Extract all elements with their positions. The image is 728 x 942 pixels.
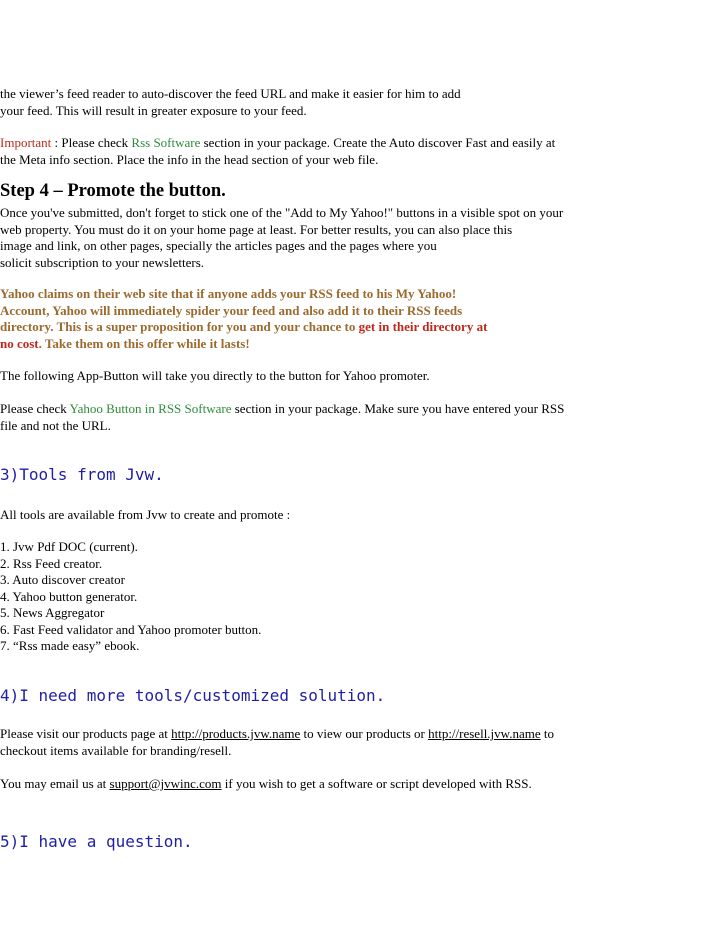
yahoo-claim-paragraph — [0, 286, 722, 352]
step4-line: Once you've submitted, don't forget to stick one of the "Add to My Yahoo!" buttons in a visible spot on your — [0, 205, 564, 220]
step4-line: image and link, on other pages, specially the articles pages and the pages where you — [0, 238, 437, 253]
claim-highlight: no cost — [0, 335, 39, 351]
yahoo-button-highlight: Yahoo Button in RSS Software — [69, 401, 232, 416]
step4-heading: Step 4 – Promote the button. — [0, 181, 226, 201]
visit-line: checkout items available for branding/resell. — [0, 742, 232, 758]
resell-link[interactable]: http://resell.jvw.name — [428, 726, 541, 741]
rss-software-highlight: Rss Software — [131, 135, 201, 150]
claim-line: Yahoo claims on their web site that if anyone adds your RSS feed to his My Yahoo! — [0, 286, 457, 301]
section4-heading: 4)I need more tools/customized solution. — [0, 686, 386, 705]
app-button-paragraph: The following App-Button will take you directly to the button for Yahoo promoter. — [0, 368, 430, 383]
yahoo-button-paragraph — [0, 401, 722, 434]
yahoo-button-line: Please check Yahoo Button in RSS Software section in your package. Make sure you have entered your RSS — [0, 401, 565, 416]
step4-line: web property. You must do it on your home page at least. For better results, you can also place this — [0, 221, 513, 237]
section3-intro: All tools are available from Jvw to create and promote : — [0, 507, 291, 522]
section3-heading: 3)Tools from Jvw. — [0, 465, 164, 484]
products-link[interactable]: http://products.jvw.name — [171, 726, 301, 741]
email-line: You may email us at support@jvwinc.com if you wish to get a software or script developed with RSS. — [0, 776, 532, 791]
support-email-link[interactable]: support@jvwinc.com — [109, 776, 222, 791]
email-paragraph — [0, 776, 722, 793]
tools-list — [0, 539, 722, 655]
step4-line: solicit subscription to your newsletters. — [0, 254, 205, 270]
list-item: 2. Rss Feed creator. — [0, 555, 103, 571]
visit-line: Please visit our products page at http://products.jvw.name to view our products or http://resell.jvw.name to — [0, 726, 554, 741]
list-item: 5. News Aggregator — [0, 605, 105, 620]
list-item: 1. Jvw Pdf DOC (current). — [0, 539, 138, 554]
claim-highlight: get in their directory at — [358, 319, 488, 334]
section5-heading: 5)I have a question. — [0, 832, 193, 851]
step4-paragraph — [0, 205, 722, 271]
list-item: 7. “Rss made easy” ebook. — [0, 638, 140, 653]
important-paragraph — [0, 135, 722, 168]
intro-line: the viewer’s feed reader to auto-discover the feed URL and make it easier for him to add — [0, 86, 461, 101]
list-item: 4. Yahoo button generator. — [0, 588, 138, 604]
important-line: Important : Please check Rss Software section in your package. Create the Auto discover Fast and easily at — [0, 135, 556, 150]
important-line: the Meta info section. Place the info in the head section of your web file. — [0, 151, 379, 167]
intro-line: your feed. This will result in greater exposure to your feed. — [0, 102, 307, 118]
yahoo-button-line: file and not the URL. — [0, 417, 111, 433]
important-label: Important — [0, 135, 52, 150]
claim-line: directory. This is a super proposition for you and your chance to get in their directory at — [0, 319, 488, 334]
claim-line: Account, Yahoo will immediately spider your feed and also add it to their RSS feeds — [0, 302, 463, 318]
list-item: 6. Fast Feed validator and Yahoo promoter button. — [0, 621, 262, 637]
list-item: 3. Auto discover creator — [0, 572, 125, 587]
claim-line: no cost. Take them on this offer while it lasts! — [0, 335, 250, 351]
intro-paragraph — [0, 86, 722, 119]
visit-paragraph — [0, 726, 722, 759]
